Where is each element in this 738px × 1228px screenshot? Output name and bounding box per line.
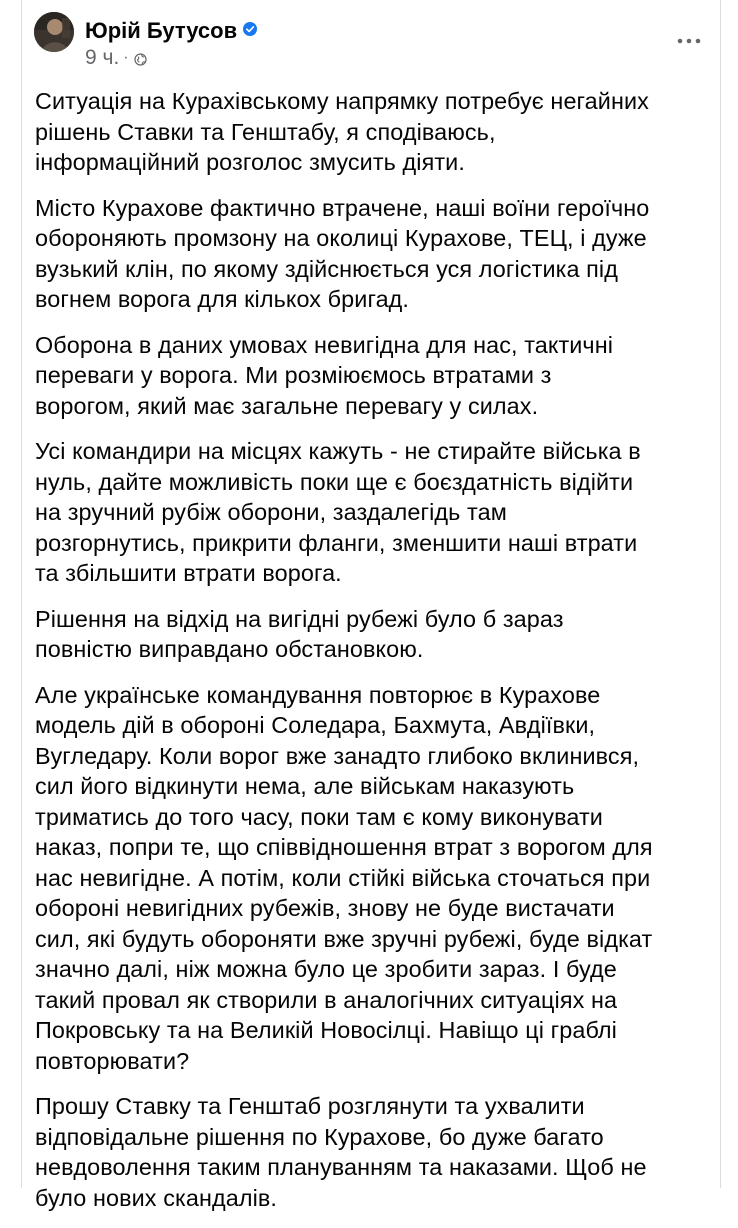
meta-separator: ·: [123, 49, 129, 66]
post-timestamp[interactable]: 9 ч.: [85, 46, 120, 69]
post-paragraph: Рішення на відхід на вигідні рубежі було б зараз повністю виправдано обстановкою.: [35, 605, 564, 662]
author-name[interactable]: [85, 16, 257, 44]
more-dots-icon[interactable]: [676, 34, 702, 46]
avatar-photo-icon: [34, 12, 74, 52]
post-header: [34, 12, 708, 72]
post-paragraph: Усі командири на місцях кажуть - не стирайте війська в нуль, дайте можливість поки ще є боєздатність відійти на зручний рубіж оборони, заздалегідь там розгорнутись, прикрити фланги, зменшити наші втрати та збільшити втрати ворога.: [35, 438, 641, 586]
post-paragraph: Але українське командування повторює в Курахове модель дій в обороні Соледара, Бахмута, Авдіївки, Вугледару. Коли ворог вже занадто глибоко вклинився, сил його відкинути нема, але військам наказують триматись до того часу, поки там є кому виконувати наказ, попри те, що співвідношення втрат з ворогом для нас невигідне. А потім, коли стійкі війська сточаться при обороні невигідних рубежів, знову не буде вистачати сил, які будуть обороняти вже зручні рубежі, буде відкат значно далі, ніж можна було це зробити зараз. І буде такий провал як створили в аналогічних ситуаціях на Покровську та на Великій Новосілці. Навіщо ці граблі повторювати?: [35, 681, 653, 1074]
globe-icon[interactable]: [134, 48, 147, 72]
avatar[interactable]: [34, 12, 74, 52]
post-paragraph: Оборона в даних умовах невигідна для нас, тактичні переваги у ворога. Ми розміюємось втратами з ворогом, який має загальне перевагу у силах.: [35, 331, 614, 419]
post-paragraph: Місто Курахове фактично втрачене, наші воїни героїчно обороняють промзону на околиці Курахове, ТЕЦ, і дуже вузький клін, по якому здійснюється уся логістика під вогнем ворога для кількох бригад.: [35, 194, 650, 312]
post-text: [35, 86, 725, 1228]
author-name-text[interactable]: Юрій Бутусов: [85, 18, 238, 43]
verified-badge-icon: [243, 16, 257, 42]
post-paragraph: Ситуація на Курахівському напрямку потребує негайних рішень Ставки та Генштабу, я сподіваюсь, інформаційний розголос змусить діяти.: [35, 88, 649, 175]
post-meta: [85, 46, 147, 72]
post-card: [21, 0, 721, 1211]
post-paragraph: Прошу Ставку та Генштаб розглянути та ухвалити відповідальне рішення по Курахове, бо дуже багато невдоволення таким плануванням та наказами. Щоб не було нових скандалів.: [35, 1093, 647, 1211]
